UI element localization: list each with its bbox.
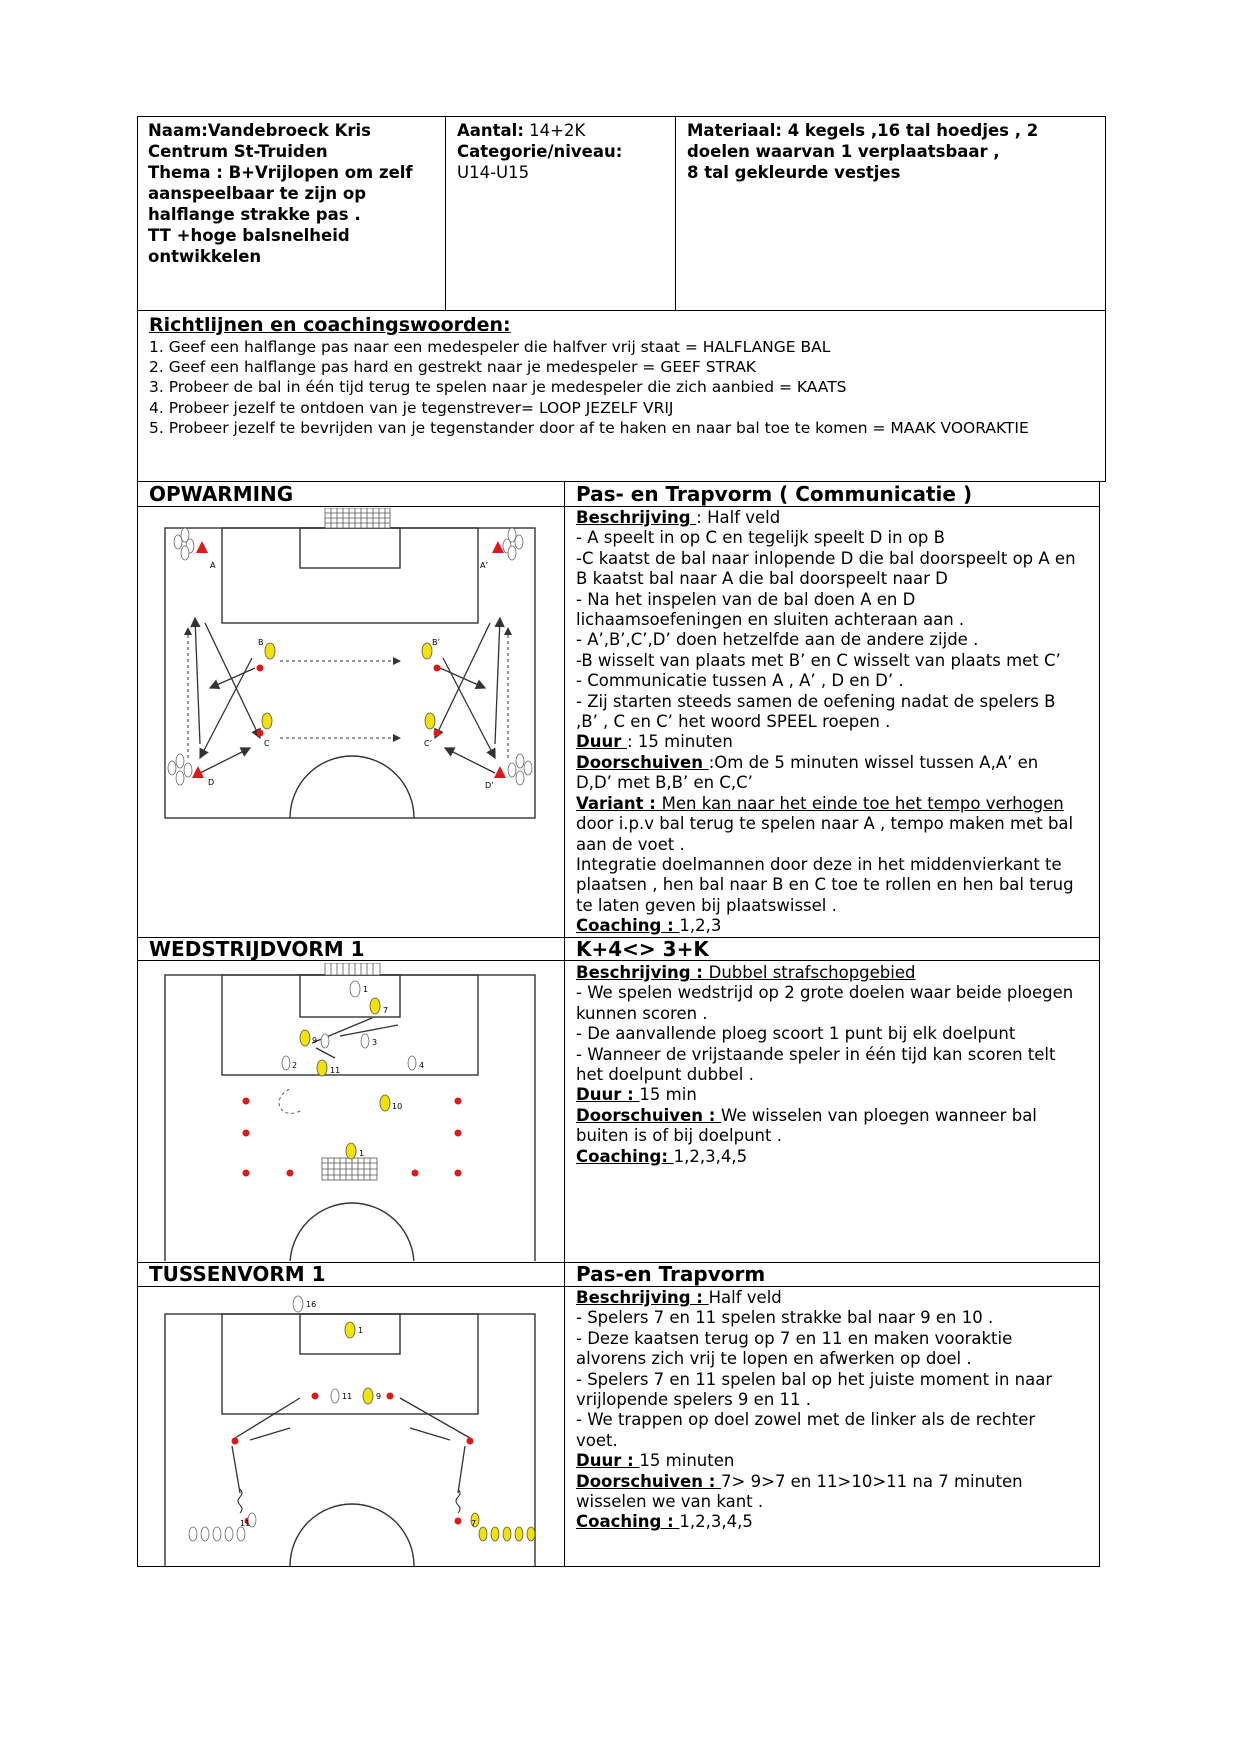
description-line: [576, 1126, 1090, 1146]
description-line: [576, 549, 1090, 569]
player-label: C’: [424, 739, 433, 748]
description-text: voet.: [576, 1430, 618, 1450]
description-text: - Communicatie tussen A , A’ , D en D’ .: [576, 671, 904, 691]
description-text: 1,2,3,4,5: [673, 1146, 748, 1166]
description-label: Beschrijving :: [576, 1288, 709, 1307]
description-label: Coaching:: [576, 1146, 674, 1166]
description-text: We wisselen van ploegen wanneer bal: [721, 1105, 1037, 1125]
description-text: - Na het inspelen van de bal doen A en D: [576, 589, 916, 609]
description-text: ,B’ , C en C’ het woord SPEEL roepen .: [576, 712, 891, 732]
player-label: 3: [372, 1038, 378, 1047]
goal-net-moveable: [322, 1158, 377, 1180]
player-label: 7: [383, 1006, 389, 1015]
description-text: 15 min: [639, 1085, 697, 1105]
description-text: B kaatst bal naar A die bal doorspeelt naar D: [576, 569, 948, 589]
section-title-tussenvorm: TUSSENVORM 1: [149, 1262, 326, 1286]
player-label: 1: [358, 1326, 364, 1335]
description-text: buiten is of bij doelpunt .: [576, 1126, 782, 1146]
description-line: [576, 896, 1090, 916]
description-text: - De aanvallende ploeg scoort 1 punt bij elk doelpunt: [576, 1024, 1016, 1044]
material-line-2: doelen waarvan 1 verplaatsbaar ,: [687, 142, 1000, 161]
pitch-lines: [165, 528, 535, 818]
player-label: 9: [312, 1036, 318, 1045]
pass-arrows: [232, 1398, 470, 1493]
theme-line-3: halflange strakke pas .: [148, 205, 361, 224]
description-text: wisselen we van kant .: [576, 1492, 764, 1512]
player-label: 2: [292, 1061, 298, 1070]
description-label: Doorschuiven :: [576, 1105, 722, 1125]
description-line: [576, 983, 1090, 1003]
description-line: [576, 794, 1090, 814]
description-label: Coaching :: [576, 916, 680, 936]
description-line: [576, 1329, 1090, 1349]
description-line: [576, 569, 1090, 589]
header-divider-1: [445, 116, 446, 311]
row-divider: [137, 1286, 1100, 1287]
guideline-item: 3. Probeer de bal in één tijd terug te spelen naar je medespeler die zich aanbied = KAATS: [149, 378, 847, 397]
diagram-tussenvorm: [140, 1288, 562, 1566]
goal-net-top: [325, 963, 380, 975]
description-label: Variant :: [576, 793, 662, 813]
description-label: Doorschuiven :: [576, 1471, 722, 1491]
description-line: [576, 1085, 1090, 1105]
description-text: - Spelers 7 en 11 spelen strakke bal naar 9 en 10 .: [576, 1308, 994, 1328]
description-line: [576, 1390, 1090, 1410]
aantal-label: Aantal:: [457, 121, 524, 140]
description-line: [576, 773, 1090, 793]
material-line-1: Materiaal: 4 kegels ,16 tal hoedjes , 2: [687, 121, 1039, 140]
description-line: [576, 855, 1090, 875]
description-text: - We trappen op doel zowel met de linker als de rechter: [576, 1410, 1036, 1430]
section-subtitle-opwarming: Pas- en Trapvorm ( Communicatie ): [576, 482, 973, 506]
section-title-wedstrijdvorm: WEDSTRIJDVORM 1: [149, 937, 365, 961]
categorie-label: Categorie/niveau:: [457, 142, 623, 161]
description-line: [576, 732, 1090, 752]
guideline-item: 2. Geef een halflange pas hard en gestrekt naar je medespeler = GEEF STRAK: [149, 358, 756, 377]
description-label: Beschrijving :: [576, 963, 709, 982]
description-text: 7> 9>7 en 11>10>11 na 7 minuten: [721, 1471, 1023, 1491]
pitch-lines: [165, 975, 535, 1261]
description-text: -B wisselt van plaats met B’ en C wisselt van plaats met C’: [576, 650, 1061, 670]
description-line: [576, 1004, 1090, 1024]
description-text: - Wanneer de vrijstaande speler in één tijd kan scoren telt: [576, 1044, 1056, 1064]
header-material-cell: [680, 118, 1100, 185]
description-line: [576, 963, 1090, 983]
description-line: [576, 1451, 1090, 1471]
player-label: D’: [485, 781, 494, 790]
description-opwarming: [565, 508, 1099, 937]
description-text: Half veld: [708, 1288, 782, 1307]
description-text: Integratie doelmannen door deze in het middenvierkant te: [576, 854, 1062, 874]
guidelines-block: [149, 313, 1099, 438]
description-text: het doelpunt dubbel .: [576, 1065, 754, 1085]
trainer-name: Naam:Vandebroeck Kris: [148, 121, 371, 140]
player-label: 4: [419, 1061, 425, 1070]
player-label: C: [264, 739, 270, 748]
description-text: 1,2,3,4,5: [679, 1512, 753, 1532]
description-line: [576, 692, 1090, 712]
description-text: kunnen scoren .: [576, 1003, 708, 1023]
guideline-item: 5. Probeer jezelf te bevrijden van je tegenstander door af te haken en naar bal toe te komen = MAAK VOORAKTIE: [149, 418, 1029, 437]
header-trainer-cell: [141, 118, 445, 269]
dribble-squiggles: [238, 1489, 460, 1513]
header-divider-horizontal: [137, 310, 1106, 311]
diagram-wedstrijdvorm: [140, 963, 562, 1261]
description-text: - Deze kaatsen terug op 7 en 11 en maken vooraktie: [576, 1328, 1013, 1348]
pass-arrows: [195, 618, 500, 773]
diagram-opwarming: [140, 508, 562, 936]
pitch-lines: [165, 1314, 535, 1566]
description-text: : 15 minuten: [627, 732, 733, 752]
description-text: Men kan naar het einde toe het tempo verhogen: [661, 793, 1064, 813]
theme-line-2: aanspeelbaar te zijn op: [148, 184, 367, 203]
description-line: [576, 1147, 1090, 1167]
players-yellow: [300, 998, 390, 1159]
description-text: - A speelt in op C en tegelijk speelt D in op B: [576, 528, 945, 548]
players-white: [189, 1296, 339, 1541]
aantal-value: 14+2K: [523, 121, 586, 140]
row-divider: [137, 506, 1100, 507]
description-text: door i.p.v bal terug te spelen naar A , tempo maken met bal: [576, 814, 1074, 834]
description-text: te laten geven bij plaatswissel .: [576, 895, 837, 915]
description-line: [576, 712, 1090, 732]
player-label: 1: [359, 1149, 365, 1158]
player-label: B: [258, 638, 264, 647]
description-line: [576, 1308, 1090, 1328]
description-line: [576, 1370, 1090, 1390]
goal-net: [325, 508, 390, 528]
categorie-value: U14-U15: [457, 163, 530, 182]
dashed-passes: [188, 628, 508, 758]
description-text: - A’,B’,C’,D’ doen hetzelfde aan de andere zijde .: [576, 630, 979, 650]
description-line: [576, 835, 1090, 855]
description-line: [576, 1288, 1090, 1308]
description-text: aan de voet .: [576, 834, 685, 854]
description-text: - Zij starten steeds samen de oefening nadat de spelers B: [576, 691, 1056, 711]
theme-line-5: ontwikkelen: [148, 247, 262, 266]
material-line-3: 8 tal gekleurde vestjes: [687, 163, 901, 182]
cones: [192, 541, 506, 778]
description-line: [576, 1349, 1090, 1369]
description-line: [576, 610, 1090, 630]
description-text: 1,2,3: [679, 916, 722, 936]
description-label: Coaching :: [576, 1512, 680, 1532]
aantal-line: [457, 120, 668, 141]
description-line: [576, 875, 1090, 895]
description-line: [576, 916, 1090, 936]
description-text: alvorens zich vrij te lopen en afwerken op doel .: [576, 1349, 972, 1369]
header-divider-2: [675, 116, 676, 311]
description-label: Duur :: [576, 1085, 640, 1105]
section-subtitle-tussenvorm: Pas-en Trapvorm: [576, 1262, 766, 1286]
player-label: 16: [306, 1300, 317, 1309]
description-line: [576, 1431, 1090, 1451]
player-label: 7: [471, 1519, 477, 1528]
markers: [257, 665, 441, 737]
description-text: : Half veld: [696, 508, 781, 527]
description-line: [576, 1492, 1090, 1512]
section-subtitle-wedstrijdvorm: K+4<> 3+K: [576, 937, 709, 961]
dashed-run: [279, 1089, 300, 1113]
description-line: [576, 630, 1090, 650]
players-yellow: [262, 643, 435, 729]
player-label: A: [210, 561, 216, 570]
description-line: [576, 1410, 1090, 1430]
description-label: Duur: [576, 732, 628, 752]
player-label: 11: [330, 1066, 341, 1075]
description-text: vrijlopende spelers 9 en 11 .: [576, 1390, 812, 1410]
player-label: B’: [432, 638, 441, 647]
description-line: [576, 1106, 1090, 1126]
guideline-item: 1. Geef een halflange pas naar een medespeler die halfver vrij staat = HALFLANGE BAL: [149, 338, 831, 356]
description-wedstrijdvorm: [565, 963, 1099, 1167]
player-label: 9: [376, 1392, 382, 1401]
description-tussenvorm: [565, 1288, 1099, 1533]
guidelines-title: Richtlijnen en coachingswoorden:: [149, 314, 511, 336]
section-title-opwarming: OPWARMING: [149, 482, 294, 506]
description-line: [576, 1045, 1090, 1065]
description-line: [576, 651, 1090, 671]
description-text: -C kaatst de bal naar inlopende D die bal doorspeelt op A en: [576, 548, 1076, 568]
description-label: Beschrijving: [576, 508, 697, 527]
description-text: 15 minuten: [639, 1451, 735, 1471]
guideline-item: 4. Probeer jezelf te ontdoen van je tegenstrever= LOOP JEZELF VRIJ: [149, 398, 674, 417]
description-line: [576, 1512, 1090, 1532]
description-line: [576, 508, 1090, 528]
description-text: - Spelers 7 en 11 spelen bal op het juiste moment in naar: [576, 1369, 1053, 1389]
player-label: 1: [363, 985, 369, 994]
description-text: :Om de 5 minuten wissel tussen A,A’ en: [708, 752, 1039, 772]
description-line: [576, 1472, 1090, 1492]
description-line: [576, 753, 1090, 773]
player-label: D: [208, 778, 215, 787]
description-text: lichaamsoefeningen en sluiten achteraan aan .: [576, 610, 965, 630]
description-text: - We spelen wedstrijd op 2 grote doelen waar beide ploegen: [576, 983, 1074, 1003]
description-label: Doorschuiven: [576, 752, 709, 772]
description-text: Dubbel strafschopgebied: [708, 963, 916, 982]
description-line: [576, 1024, 1090, 1044]
club-name: Centrum St-Truiden: [148, 142, 328, 161]
description-line: [576, 590, 1090, 610]
player-label: 11: [342, 1392, 353, 1401]
player-label: 10: [392, 1102, 403, 1111]
description-text: D,D’ met B,B’ en C,C’: [576, 773, 753, 793]
description-text: plaatsen , hen bal naar B en C toe te rollen en hen bal terug: [576, 875, 1074, 895]
theme-line-1: Thema : B+Vrijlopen om zelf: [148, 163, 413, 182]
description-label: Duur :: [576, 1451, 640, 1471]
description-line: [576, 528, 1090, 548]
player-label: 11: [240, 1519, 251, 1528]
header-count-cell: [450, 118, 675, 185]
theme-line-4: TT +hoge balsnelheid: [148, 226, 350, 245]
description-line: [576, 814, 1090, 834]
description-line: [576, 671, 1090, 691]
description-line: [576, 1065, 1090, 1085]
player-label: A’: [480, 561, 489, 570]
